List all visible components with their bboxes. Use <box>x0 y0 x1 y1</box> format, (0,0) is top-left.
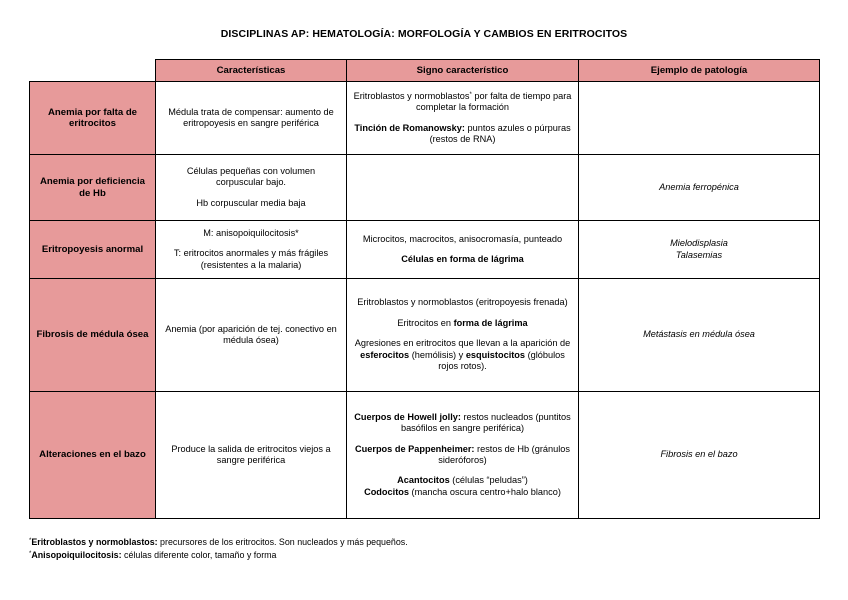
footnote: *Eritroblastos y normoblastos: precursores de los eritrocitos. Son nucleados y más pequeños. <box>29 537 408 547</box>
cell-text: M: anisopoiquilocitosis* <box>203 227 299 238</box>
cell-text: Produce la salida de eritrocitos viejos a sangre periférica <box>171 443 331 465</box>
cell-text: Mielodisplasia <box>670 238 728 249</box>
row-heading: Eritropoyesis anormal <box>30 221 156 279</box>
cell-text: T: eritrocitos anormales y más frágiles (resistentes a la malaria) <box>173 248 329 270</box>
header-signo: Signo característico <box>347 60 579 82</box>
row-heading: Alteraciones en el bazo <box>30 392 156 519</box>
table-row <box>30 221 820 279</box>
cell-text: Fibrosis en el bazo <box>660 449 738 460</box>
cell-ejemplo <box>579 82 820 155</box>
cell-text: Tinción de Romanowsky: puntos azules o púrpuras (restos de RNA) <box>354 122 571 144</box>
cell-ejemplo <box>579 279 820 392</box>
cell-ejemplo <box>579 221 820 279</box>
cell-signo <box>347 221 579 279</box>
table-row <box>30 279 820 392</box>
cell-signo <box>347 279 579 392</box>
header-ejemplo: Ejemplo de patología <box>579 60 820 82</box>
table-row <box>30 392 820 519</box>
cell-signo <box>347 82 579 155</box>
cell-text: Microcitos, macrocitos, anisocromasía, punteado <box>362 233 563 244</box>
cell-text: Anemia ferropénica <box>659 181 739 192</box>
header-caracteristicas: Características <box>156 60 347 82</box>
cell-text: Eritrocitos en forma de lágrima <box>397 317 528 328</box>
header-row <box>30 60 820 82</box>
cell-caracteristicas <box>156 221 347 279</box>
cell-text: Células en forma de lágrima <box>401 254 524 264</box>
cell-text: Anemia (por aparición de tej. conectivo en médula ósea) <box>165 323 337 345</box>
cell-caracteristicas <box>156 279 347 392</box>
cell-text: Eritroblastos y normoblastos* por falta de tiempo para completar la formación <box>353 90 572 113</box>
cell-caracteristicas <box>156 155 347 221</box>
cell-text: Eritroblastos y normoblastos (eritropoyesis frenada) <box>357 297 568 308</box>
row-heading: Anemia por deficiencia de Hb <box>30 155 156 221</box>
cell-signo <box>347 392 579 519</box>
cell-caracteristicas <box>156 82 347 155</box>
cell-text: Hb corpuscular media baja <box>196 197 306 208</box>
cell-ejemplo <box>579 392 820 519</box>
page-title: DISCIPLINAS AP: HEMATOLOGÍA: MORFOLOGÍA Y CAMBIOS EN ERITROCITOS <box>220 28 628 40</box>
cell-text: Médula trata de compensar: aumento de eritropoyesis en sangre periférica <box>168 106 334 128</box>
footnotes <box>29 536 408 562</box>
cell-text: Metástasis en médula ósea <box>643 329 755 340</box>
cell-ejemplo <box>579 155 820 221</box>
cell-text: Talasemias <box>675 249 723 260</box>
cell-caracteristicas <box>156 392 347 519</box>
row-heading: Anemia por falta de eritrocitos <box>30 82 156 155</box>
table-row <box>30 155 820 221</box>
cell-text: Células pequeñas con volumen corpuscular bajo. <box>186 165 316 188</box>
cell-text: Acantocitos (células “peludas”) Codocitos (mancha oscura centro+halo blanco) <box>364 475 561 497</box>
cell-signo <box>347 155 579 221</box>
table-row <box>30 82 820 155</box>
corner-cell <box>30 60 156 82</box>
hematology-table <box>29 59 820 519</box>
cell-text: Cuerpos de Pappenheimer: restos de Hb (gránulos sideróforos) <box>355 443 570 465</box>
footnote: *Anisopoiquilocitosis: células diferente color, tamaño y forma <box>29 550 277 560</box>
row-heading: Fibrosis de médula ósea <box>30 279 156 392</box>
cell-text: Agresiones en eritrocitos que llevan a la aparición de esferocitos (hemólisis) y esquistocitos (glóbulos rojos rotos). <box>354 338 571 372</box>
cell-text: Cuerpos de Howell jolly: restos nucleados (puntitos basófilos en sangre periférica) <box>354 411 571 434</box>
